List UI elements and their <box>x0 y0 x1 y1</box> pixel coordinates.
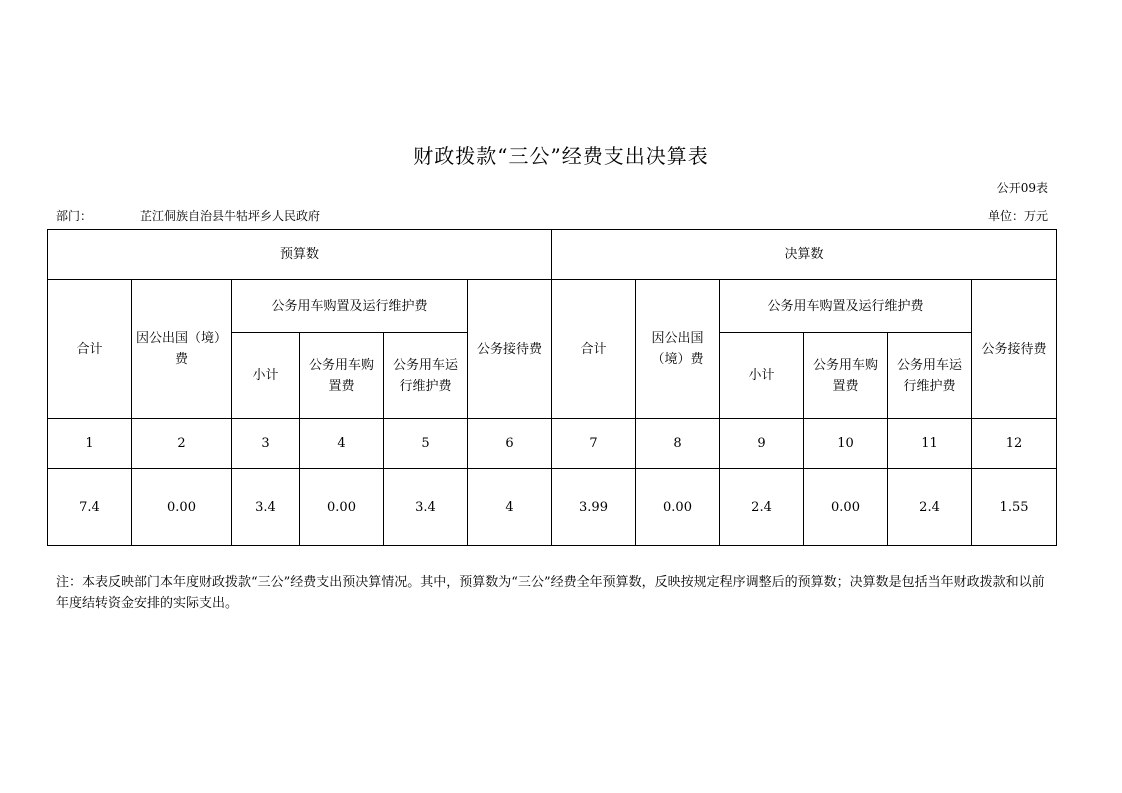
column-number: 9 <box>720 419 804 469</box>
budget-total-header: 合计 <box>48 280 132 419</box>
column-number: 3 <box>232 419 300 469</box>
column-number: 2 <box>132 419 232 469</box>
column-number: 5 <box>384 419 468 469</box>
column-number-row <box>48 419 1057 469</box>
final-total-header: 合计 <box>552 280 636 419</box>
budget-abroad-header: 因公出国（境）费 <box>132 280 232 419</box>
column-number: 6 <box>468 419 552 469</box>
final-abroad-value: 0.00 <box>636 469 720 546</box>
budget-reception-header: 公务接待费 <box>468 280 552 419</box>
column-number: 11 <box>888 419 972 469</box>
department-name: 芷江侗族自治县牛牯坪乡人民政府 <box>140 209 321 223</box>
unit-label: 单位：万元 <box>987 209 1048 223</box>
final-abroad-header: 因公出国（境）费 <box>636 280 720 419</box>
budget-vehicle-subtotal-value: 3.4 <box>232 469 300 546</box>
final-group-header: 决算数 <box>552 230 1057 280</box>
footnote: 注：本表反映部门本年度财政拨款“三公”经费支出预决算情况。其中，预算数为“三公”经费全年预算数，反映按规定程序调整后的预算数；决算数是包括当年财政拨款和以前年度结转资金安排的实际支出。 <box>56 575 1045 611</box>
final-vehicle-operation-header: 公务用车运行维护费 <box>888 333 972 419</box>
column-number: 12 <box>972 419 1057 469</box>
budget-group-header: 预算数 <box>48 230 552 280</box>
column-number: 8 <box>636 419 720 469</box>
column-number: 4 <box>300 419 384 469</box>
column-number: 1 <box>48 419 132 469</box>
final-vehicle-group-header: 公务用车购置及运行维护费 <box>720 280 972 333</box>
final-vehicle-operation-value: 2.4 <box>888 469 972 546</box>
form-number: 公开09表 <box>996 181 1048 195</box>
column-number: 10 <box>804 419 888 469</box>
budget-total-value: 7.4 <box>48 469 132 546</box>
expenditure-table <box>47 229 1057 546</box>
page-title: 财政拨款“三公”经费支出决算表 <box>413 144 709 168</box>
budget-subtotal-header: 小计 <box>232 333 300 419</box>
budget-reception-value: 4 <box>468 469 552 546</box>
final-reception-header: 公务接待费 <box>972 280 1057 419</box>
final-vehicle-subtotal-value: 2.4 <box>720 469 804 546</box>
final-total-value: 3.99 <box>552 469 636 546</box>
budget-vehicle-operation-value: 3.4 <box>384 469 468 546</box>
department-label: 部门： <box>56 209 93 223</box>
budget-vehicle-operation-header: 公务用车运行维护费 <box>384 333 468 419</box>
final-vehicle-purchase-value: 0.00 <box>804 469 888 546</box>
final-subtotal-header: 小计 <box>720 333 804 419</box>
budget-abroad-value: 0.00 <box>132 469 232 546</box>
budget-vehicle-purchase-value: 0.00 <box>300 469 384 546</box>
final-reception-value: 1.55 <box>972 469 1057 546</box>
column-number: 7 <box>552 419 636 469</box>
value-row <box>48 469 1057 546</box>
final-vehicle-purchase-header: 公务用车购置费 <box>804 333 888 419</box>
budget-vehicle-purchase-header: 公务用车购置费 <box>300 333 384 419</box>
budget-vehicle-group-header: 公务用车购置及运行维护费 <box>232 280 468 333</box>
